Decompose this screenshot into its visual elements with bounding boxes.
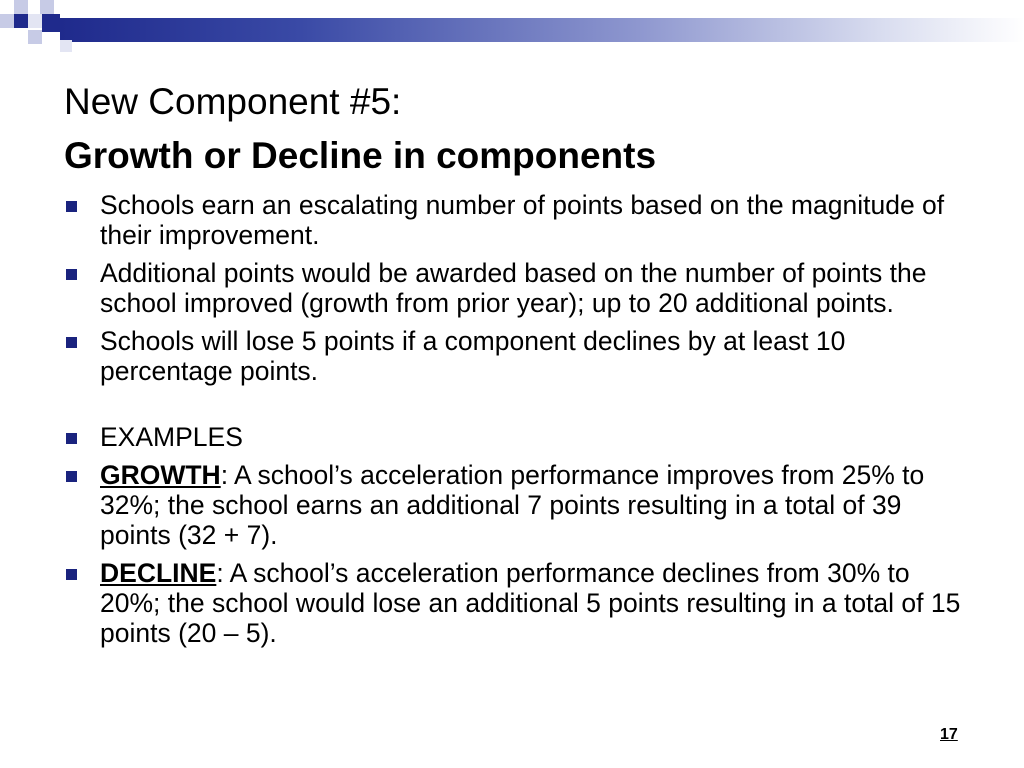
slide-title-line-2: Growth or Decline in components bbox=[64, 135, 657, 176]
decorative-square bbox=[42, 14, 60, 32]
header-gradient-bar bbox=[60, 18, 1024, 42]
bullet-item-decline bbox=[64, 558, 974, 648]
square-bullet-icon bbox=[66, 569, 77, 580]
bullet-item bbox=[64, 422, 974, 452]
bullet-text: Additional points would be awarded based on the number of points the school improved (growth from prior year); up to 20 additional points. bbox=[100, 258, 927, 318]
bullet-text: EXAMPLES bbox=[100, 422, 243, 452]
decorative-square bbox=[28, 14, 42, 28]
decorative-square bbox=[14, 0, 28, 14]
square-bullet-icon bbox=[66, 201, 77, 212]
page-number: 17 bbox=[940, 726, 958, 743]
decorative-square bbox=[0, 14, 14, 28]
growth-text: : A school’s acceleration performance improves from 25% to 32%; the school earns an additional 7 points resulting in a total of 39 points (32 + 7). bbox=[100, 460, 925, 550]
bullet-text: Schools will lose 5 points if a component declines by at least 10 percentage points. bbox=[100, 326, 846, 386]
decline-term: DECLINE bbox=[100, 558, 217, 588]
growth-term: GROWTH bbox=[100, 460, 221, 490]
bullet-item bbox=[64, 258, 974, 318]
square-bullet-icon bbox=[66, 433, 77, 444]
slide-title-line-1: New Component #5: bbox=[64, 81, 402, 122]
decorative-square bbox=[60, 40, 72, 52]
decline-text: : A school’s acceleration performance declines from 30% to 20%; the school would lose an additional 5 points resulting in a total of 15 points (20 – 5). bbox=[100, 558, 961, 648]
bullet-item bbox=[64, 190, 974, 250]
square-bullet-icon bbox=[66, 471, 77, 482]
bullet-item bbox=[64, 326, 974, 386]
decorative-square bbox=[28, 30, 42, 44]
decorative-square bbox=[40, 0, 54, 14]
bullet-list bbox=[64, 190, 974, 656]
bullet-text: Schools earn an escalating number of points based on the magnitude of their improvement. bbox=[100, 190, 945, 250]
decorative-square bbox=[14, 14, 28, 28]
bullet-item-growth bbox=[64, 460, 974, 550]
square-bullet-icon bbox=[66, 269, 77, 280]
square-bullet-icon bbox=[66, 337, 77, 348]
